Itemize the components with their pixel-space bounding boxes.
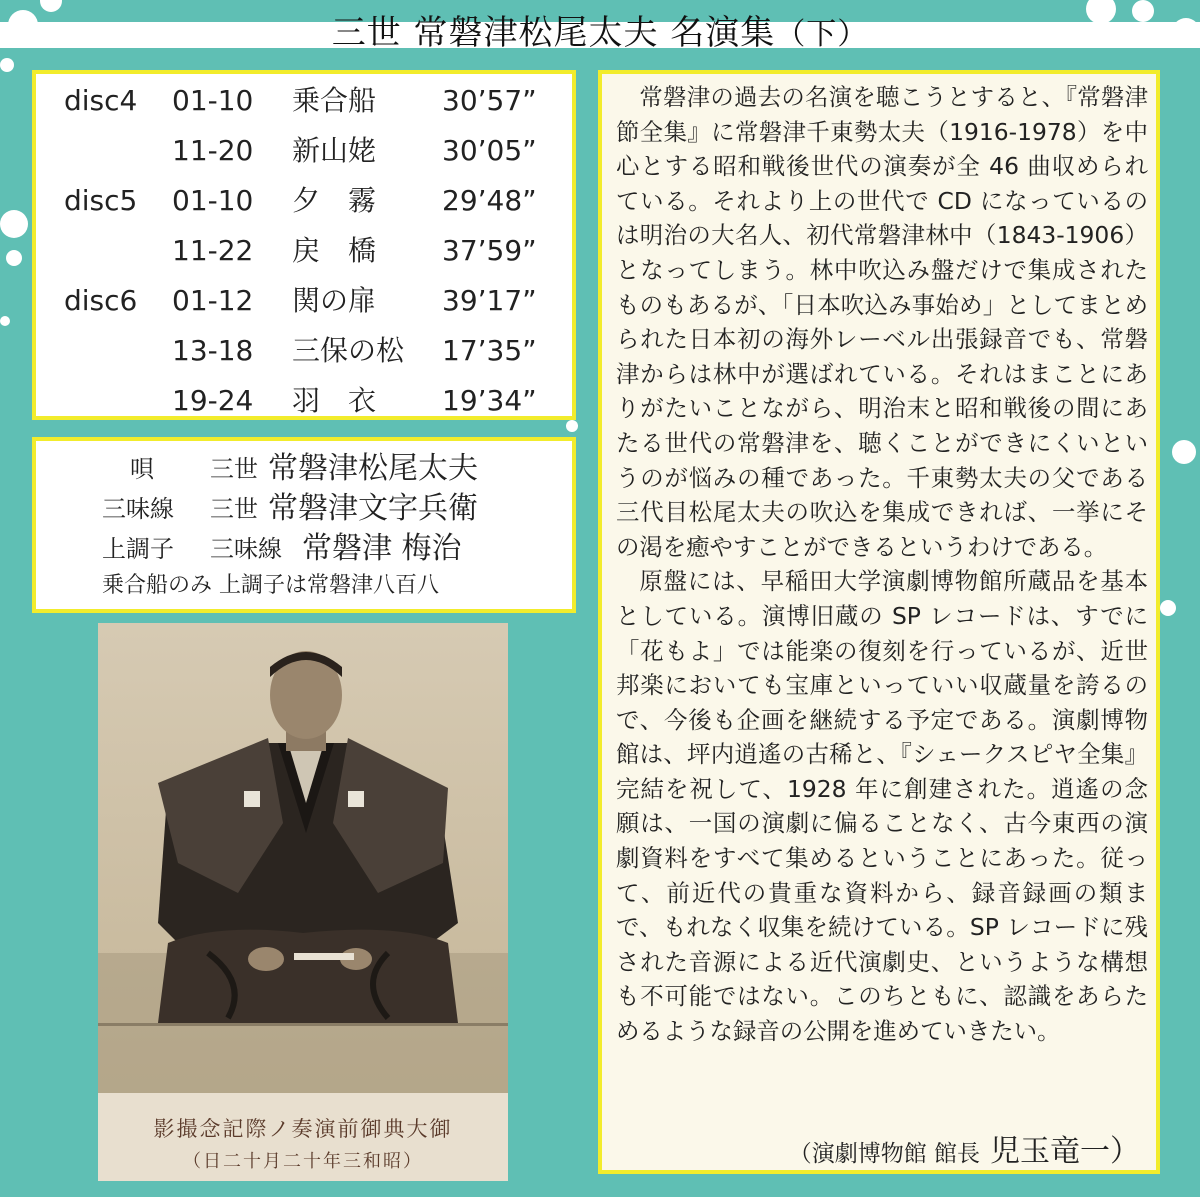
- tracklist-box: [32, 70, 576, 420]
- track-row: [36, 226, 572, 276]
- essay-signature: [789, 1126, 1140, 1170]
- track-time: 17’35”: [442, 334, 537, 367]
- track-time: 37’59”: [442, 234, 537, 267]
- photo-caption-line1: 影撮念記際ノ奏演前御典大御: [153, 1117, 453, 1141]
- signature-org: （演劇博物館 館長: [788, 1141, 980, 1167]
- track-title: 戻 橋: [292, 234, 377, 267]
- track-time: 30’57”: [442, 84, 537, 117]
- track-range: 01-10: [172, 184, 254, 217]
- track-range: 01-12: [172, 284, 254, 317]
- track-disc: disc4: [64, 84, 138, 117]
- track-title: 乗合船: [292, 84, 377, 117]
- decor-dot: [0, 316, 10, 326]
- credit-name: 常磐津松尾太夫: [268, 451, 478, 486]
- photo-portrait: [98, 623, 508, 1093]
- track-title: 夕 霧: [292, 184, 377, 217]
- decor-dot: [1160, 600, 1176, 616]
- credit-row: [36, 449, 572, 489]
- track-range: 11-20: [172, 134, 254, 167]
- credit-row: [36, 529, 572, 569]
- credit-row: [36, 489, 572, 529]
- track-row: [36, 126, 572, 176]
- track-row: [36, 276, 572, 326]
- track-time: 39’17”: [442, 284, 537, 317]
- track-title: 関の扉: [292, 284, 377, 317]
- credit-name: 常磐津文字兵衛: [268, 491, 478, 526]
- page-title: [0, 8, 1200, 60]
- credit-name: 常磐津 梅治: [302, 531, 462, 566]
- credit-role: 上調子: [102, 535, 174, 563]
- credit-note: 乗合船のみ 上調子は常磐津八百八: [102, 573, 439, 598]
- track-range: 01-10: [172, 84, 254, 117]
- track-range: 11-22: [172, 234, 254, 267]
- track-title: 三保の松: [292, 334, 405, 367]
- essay-box: [598, 70, 1160, 1174]
- track-title: 新山姥: [292, 134, 377, 167]
- track-time: 29’48”: [442, 184, 537, 217]
- track-disc: disc5: [64, 184, 138, 217]
- historical-photo: [98, 623, 508, 1181]
- decor-dot: [1172, 440, 1196, 464]
- credit-role: 三味線: [102, 495, 174, 523]
- track-row: [36, 76, 572, 126]
- credit-prefix: 三世: [210, 455, 258, 483]
- track-range: 19-24: [172, 384, 254, 417]
- track-row: [36, 376, 572, 426]
- track-row: [36, 326, 572, 376]
- title-main: 三世 常磐津松尾太夫 名演集: [331, 13, 776, 53]
- essay-paragraph: 原盤には、早稲田大学演劇博物館所蔵品を基本としている。演博旧蔵の SP レコードは、すでに「花もよ」では能楽の復刻を行っているが、近世邦楽においても宝庫といっていい収蔵量を誇るので、今後も企画を継続する予定である。演劇博物館は、坪内逍遙の古稀と、『シェークスピヤ全集』完結を祝して、1928 年に創建された。逍遙の念願は、一国の演劇に偏ることなく、古今東西の演劇資料をすべて集めるということにあった。従って、前近代の貴重な資料から、録音録画の類まで、もれなく収集を続けている。SP レコードに残された音源による近代演劇史、というような構想も不可能ではない。このちともに、認識をあらためるような録音の公開を進めていきたい。: [616, 567, 1148, 1046]
- decor-dot: [0, 210, 28, 238]
- track-range: 13-18: [172, 334, 254, 367]
- decor-dot: [0, 58, 14, 72]
- credit-role: 唄: [130, 455, 154, 483]
- credit-prefix: 三味線: [210, 535, 282, 563]
- essay-text: [616, 80, 1148, 1049]
- photo-caption-line2: （日二十月二十年三和昭）: [183, 1151, 423, 1172]
- decor-dot: [6, 250, 22, 266]
- title-suffix: （下）: [775, 17, 869, 52]
- credits-box: [32, 437, 576, 613]
- track-disc: disc6: [64, 284, 138, 317]
- track-time: 30’05”: [442, 134, 537, 167]
- track-row: [36, 176, 572, 226]
- credit-prefix: 三世: [210, 495, 258, 523]
- essay-paragraph: 常磐津の過去の名演を聴こうとすると、『常磐津節全集』に常磐津千東勢太夫（1916-1978）を中心とする昭和戦後世代の演奏が全 46 曲収められている。それより上の世代で CD になっているのは明治の大名人、初代常磐津林中（1843-1906）となってしまう。林中吹込み盤だけで集成されたものもあるが、「日本吹込み事始め」としてまとめられた日本初の海外レーベル出張録音でも、常磐津からは林中が選ばれている。それはまことにありがたいことながら、明治末と昭和戦後の間にあたる世代の常磐津を、聴くことができにくいというのが悩みの種であった。千東勢太夫の父である三代目松尾太夫の吹込を集成できれば、一挙にその渇を癒やすことができるというわけである。: [616, 83, 1148, 561]
- track-title: 羽 衣: [292, 384, 377, 417]
- track-time: 19’34”: [442, 384, 537, 417]
- signature-name: 児玉竜一）: [990, 1134, 1140, 1169]
